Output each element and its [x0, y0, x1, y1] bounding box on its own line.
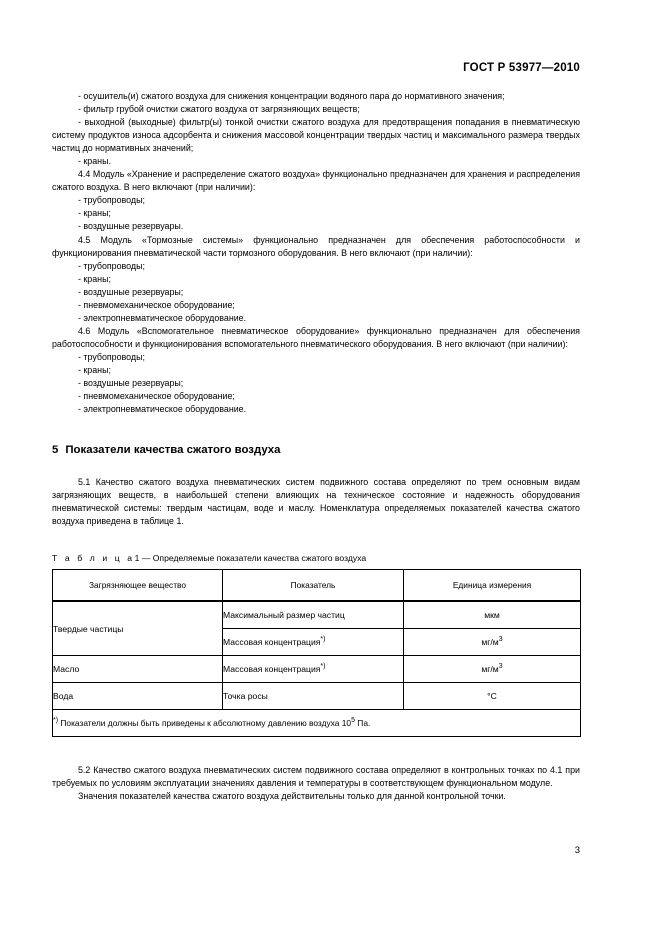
unit-text: мг/м — [481, 664, 499, 675]
bullet-item: - краны. — [78, 156, 111, 167]
spacer — [52, 528, 580, 552]
section-5-title: Показатели качества сжатого воздуха — [65, 444, 281, 457]
table-cell-indicator — [223, 601, 404, 629]
unit-text: мкм — [484, 610, 500, 621]
table-header-cell: Загрязняющее вещество — [53, 570, 223, 602]
footnote-text: Показатели должны быть приведены к абсолютному давлению воздуха 10 — [60, 718, 352, 729]
clause-4-4-item: - трубопроводы; — [78, 195, 145, 206]
indicator-text: Точка росы — [223, 691, 268, 702]
clause-4-6-item: - электропневматическое оборудование. — [78, 404, 247, 415]
clause-4-6-item: - воздушные резервуары; — [78, 378, 184, 389]
clause-5-1-text: 5.1 Качество сжатого воздуха пневматических систем подвижного состава определяют по трем основным видам загрязняющих веществ, в наибольшей степени влияющих на техническое состояние и надежность оборудования пневматической системы: твердым частицам, воде и маслу. Номенклатура определяемых показателей качества сжатого воздуха приведена в таблице 1. — [52, 477, 580, 527]
table-cell-indicator — [223, 629, 404, 656]
clause-4-5-item: - пневмомеханическое оборудование; — [78, 299, 235, 310]
table-cell-unit — [404, 629, 581, 656]
table-caption — [52, 552, 580, 564]
clause-4-5-item: - трубопроводы; — [78, 260, 145, 271]
footnote-marker: *) — [320, 663, 326, 671]
table-header-row — [53, 570, 581, 602]
clause-4-5-item: - воздушные резервуары; — [78, 286, 184, 297]
footnote-marker: *) — [53, 717, 59, 725]
section-5-heading — [52, 443, 580, 457]
table-cell-indicator — [223, 656, 404, 683]
clause-4-4-item: - краны; — [78, 208, 111, 219]
table-footnote-row — [53, 710, 581, 737]
clause-5-2-continuation: Значения показателей качества сжатого воздуха действительны только для данной контрольной точки. — [78, 791, 506, 802]
table-header-cell: Единица измерения — [404, 570, 581, 602]
spacer — [52, 457, 580, 476]
footnote-text-end: Па. — [354, 718, 371, 729]
page-number: 3 — [574, 845, 580, 856]
table-cell-substance: Вода — [53, 683, 223, 710]
clause-4-4-item: - воздушные резервуары. — [78, 221, 184, 232]
table-cell-substance: Твердые частицы — [53, 601, 223, 656]
indicator-text: Максимальный размер частиц — [223, 610, 345, 621]
table-cell-unit — [404, 683, 581, 710]
unit-text: мг/м — [481, 637, 499, 648]
clause-4-5-item: - электропневматическое оборудование. — [78, 312, 247, 323]
section-5-number: 5 — [52, 444, 59, 457]
footnote-marker: *) — [320, 636, 326, 644]
running-head: ГОСТ Р 53977—2010 — [463, 62, 580, 74]
clause-4-5-item: - краны; — [78, 273, 111, 284]
indicator-text: Массовая концентрация — [223, 664, 321, 675]
table-header-cell: Показатель — [223, 570, 404, 602]
table-cell-unit — [404, 601, 581, 629]
unit-superscript: 3 — [498, 663, 503, 671]
indicator-text: Массовая концентрация — [223, 637, 321, 648]
unit-text: °С — [487, 691, 497, 702]
table-row — [53, 601, 581, 629]
table-caption-text: Определяемые показатели качества сжатого воздуха — [152, 553, 367, 564]
clause-4-6-item: - краны; — [78, 364, 111, 375]
clause-4-4-text: 4.4 Модуль «Хранение и распределение сжатого воздуха» функционально предназначен для хранения и распределения сжатого воздуха. В него включают (при наличии): — [52, 169, 580, 193]
table-cell-substance: Масло — [53, 656, 223, 683]
clause-4-5-text: 4.5 Модуль «Тормозные системы» функционально предназначен для обеспечения работоспособности и функционирования пневматической части тормозного оборудования. В него включают (при наличии): — [52, 234, 580, 258]
spacer — [52, 737, 580, 764]
bullet-item: - выходной (выходные) фильтр(ы) тонкой очистки сжатого воздуха для предотвращения попадания в пневматическую систему продуктов износа адсорбента и снижения массовой концентрации твердых частиц и максимального размера твердых частиц до нормативных значений; — [52, 117, 580, 154]
table-row — [53, 683, 581, 710]
bullet-item: - осушитель(и) сжатого воздуха для снижения концентрации водяного пара до нормативного значения; — [78, 91, 505, 101]
clause-4-6-text: 4.6 Модуль «Вспомогательное пневматическое оборудование» функционально предназначен для обеспечения работоспособности и функционирования вспомогательного пневматического оборудования. В него включают (при наличии): — [52, 325, 580, 349]
quality-indicators-table — [52, 569, 581, 737]
table-caption-label: Т а б л и ц а — [52, 553, 135, 564]
bullet-item: - фильтр грубой очистки сжатого воздуха от загрязняющих веществ; — [78, 104, 360, 115]
table-cell-unit — [404, 656, 581, 683]
spacer — [52, 416, 580, 443]
table-caption-dash: — — [141, 553, 151, 564]
unit-superscript: 3 — [498, 636, 503, 644]
body-block — [52, 90, 580, 804]
table-cell-indicator — [223, 683, 404, 710]
table-footnote — [53, 710, 581, 737]
clause-4-6-item: - пневмомеханическое оборудование; — [78, 391, 235, 402]
table-row — [53, 656, 581, 683]
clause-5-2-text: 5.2 Качество сжатого воздуха пневматических систем подвижного состава определяют в контрольных точках по 4.1 при требуемых по условиям эксплуатации значениях давления и температуры в соответствующем функциональном модуле. — [52, 765, 580, 789]
clause-4-6-item: - трубопроводы; — [78, 351, 145, 362]
table-caption-number: 1 — [134, 553, 140, 564]
footnote-exponent: 5 — [351, 717, 355, 725]
